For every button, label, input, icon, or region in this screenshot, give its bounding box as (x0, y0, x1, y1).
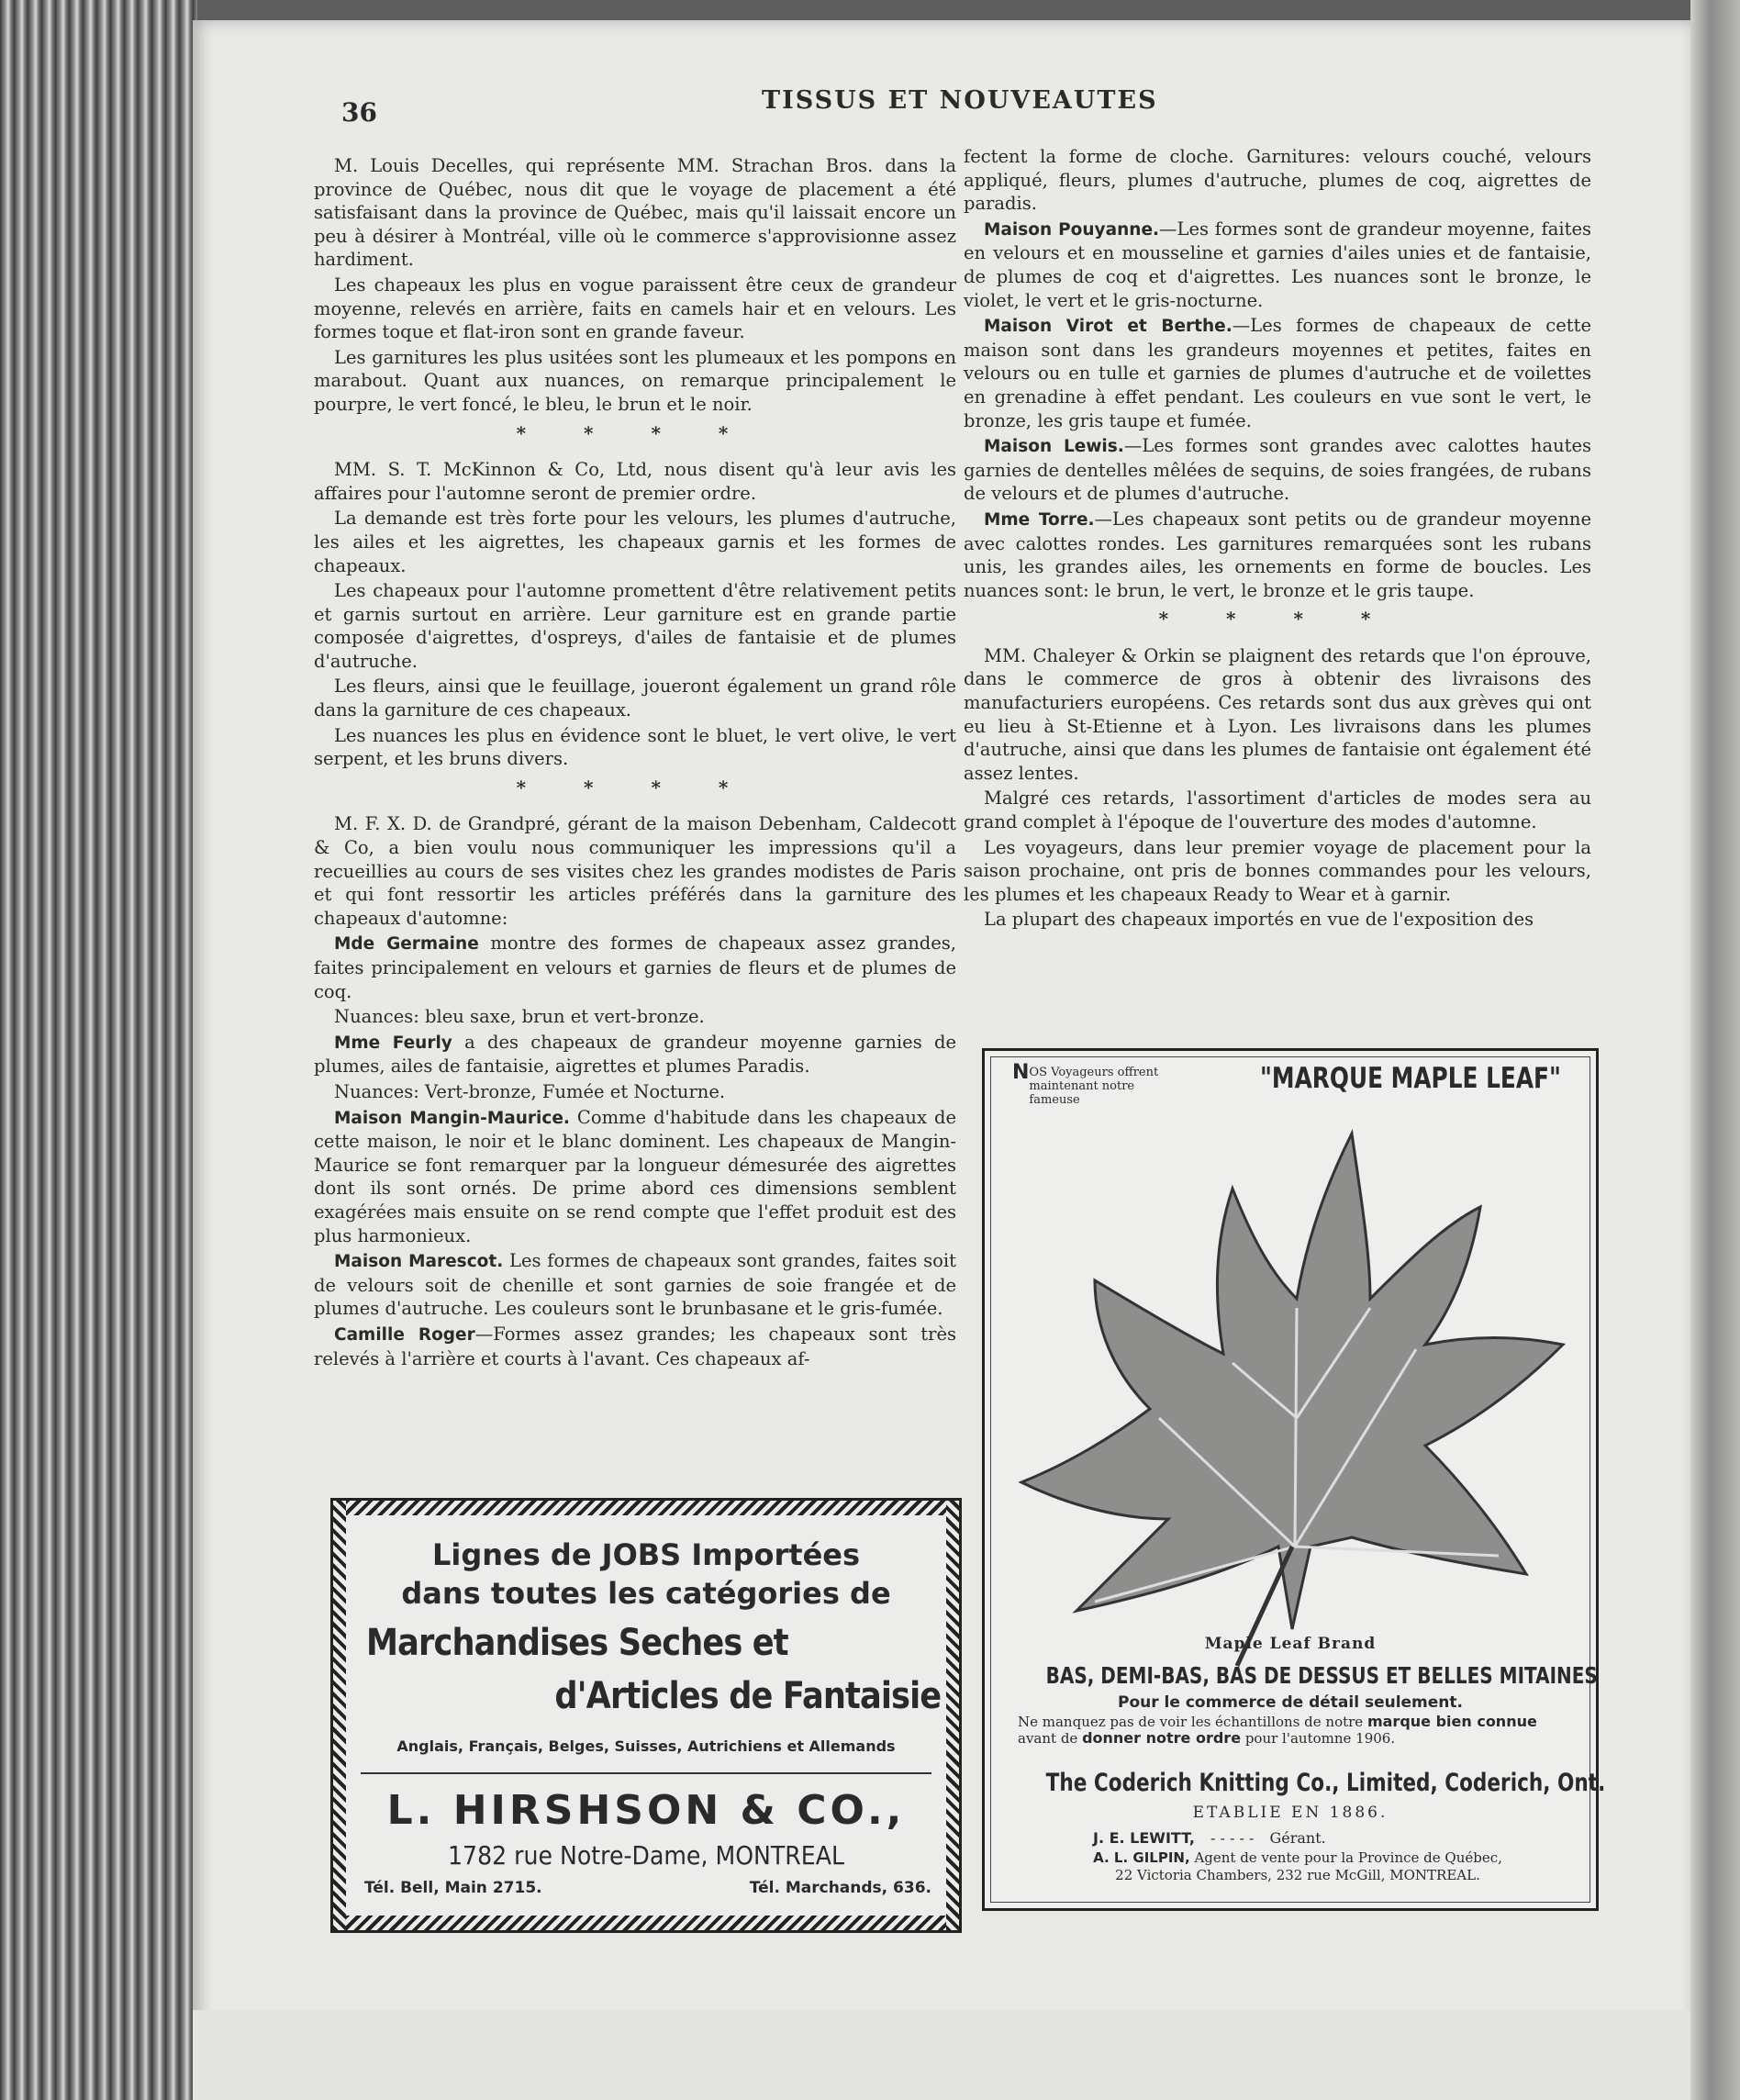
article-paragraph (314, 1249, 956, 1321)
paragraph-text: —Les formes de chapeaux de cette maison sont dans les grandeurs moyennes et petites, faites en velours ou en tulle et garnies de plumes d'autruche et de voilettes en grenadine à effet pendant. Les couleurs en vue sont le vert, le bronze, les gris taupe et fumée. (964, 315, 1591, 431)
paragraph-text: a des chapeaux de grandeur moyenne garnies de plumes, ailes de fantaisie, aigrettes et plumes Paradis. (314, 1031, 956, 1078)
section-separator: * * * * (1158, 608, 1397, 631)
rope-border-top (333, 1501, 959, 1515)
article-paragraph (964, 314, 1591, 432)
agent-address: 22 Victoria Chambers, 232 rue McGill, MONTREAL. (1115, 1867, 1480, 1883)
article-paragraph (314, 579, 956, 673)
drop-cap: N (1012, 1061, 1030, 1084)
ad-products: BAS, DEMI-BAS, BAS DE DESSUS ET BELLES MITAINES (1045, 1662, 1598, 1689)
ad-established: ETABLIE EN 1886. (1192, 1804, 1389, 1822)
notice-part: avant de (1018, 1730, 1083, 1747)
ad-headline-2: dans toutes les catégories de (401, 1576, 891, 1611)
article-paragraph (314, 812, 956, 930)
article-paragraph (964, 508, 1591, 602)
paragraph-text: —Les chapeaux sont petits ou de grandeur moyenne avec calottes rondes. Les garnitures remarquées sont les rubans unis, les grandes ailes, les ornements en forme de boucles. Les nuances sont: le brun, le vert, le bronze et le gris taupe. (964, 508, 1592, 601)
paragraph-text: Les voyageurs, dans leur premier voyage de placement pour la saison prochaine, ont pris de bonnes commandes pour les velours, les plumes et les chapeaux Ready to Wear et à garnir. (964, 836, 1591, 905)
advertisement-hirshson (330, 1498, 962, 1933)
ad-divider (361, 1772, 931, 1774)
manager-role: Gérant. (1269, 1829, 1326, 1847)
paragraph-text: —Formes assez grandes; les chapeaux sont très relevés à l'arrière et courts à l'avant. Ces chapeaux af- (314, 1323, 956, 1369)
article-paragraph (314, 724, 956, 771)
paragraph-lead: Mme Feurly (334, 1033, 452, 1053)
ad-manager (1093, 1829, 1326, 1847)
article-paragraph (964, 644, 1591, 786)
article-paragraph (964, 908, 1591, 932)
article-paragraph (314, 1323, 956, 1370)
article-paragraph (964, 787, 1591, 833)
paragraph-text: Les nuances les plus en évidence sont le bluet, le vert olive, le vert serpent, et les bruns divers. (314, 724, 956, 770)
paragraph-lead: Maison Pouyanne. (984, 219, 1160, 240)
article-paragraph (314, 1080, 956, 1104)
ad-retail-note: Pour le commerce de détail seulement. (1118, 1693, 1463, 1712)
paragraph-text: La plupart des chapeaux importés en vue de l'exposition des (984, 909, 1534, 931)
notice-bold: donner notre ordre (1082, 1729, 1242, 1747)
article-paragraph (964, 218, 1591, 312)
ad-company-name: L. HIRSHSON & CO., (386, 1787, 906, 1834)
article-paragraph (964, 434, 1591, 506)
paragraph-text: M. Louis Decelles, qui représente MM. Strachan Bros. dans la province de Québec, nous dit que le voyage de placement a été satisfaisant dans la province de Québec, mais qu'il laissait encore un peu à désirer à Montréal, ville où le commerce s'approvisionne assez hardiment. (314, 155, 956, 271)
article-paragraph (314, 458, 956, 505)
page-header-title: TISSUS ET NOUVEAUTES (762, 86, 1158, 115)
article-column-right (964, 145, 1591, 933)
agent-name: A. L. GILPIN, (1093, 1849, 1190, 1866)
article-paragraph (314, 675, 956, 721)
ad-origins: Anglais, Français, Belges, Suisses, Autrichiens et Allemands (396, 1737, 896, 1755)
rope-border-bottom (333, 1916, 959, 1930)
paragraph-text: Les formes de chapeaux sont grandes, faites soit de velours soit de chenille et sont garnies de soie frangée et de plumes d'autruche. Les couleurs sont le brunbasane et le gris-fumée. (314, 1250, 956, 1320)
paragraph-text: —Les formes sont de grandeur moyenne, faites en velours et en mousseline et garnies d'ailes unies et de fantaisie, de plumes de coq et d'aigrettes. Les nuances sont le bronze, le violet, le vert et le gris-nocturne. (964, 218, 1592, 311)
paragraph-text: fectent la forme de cloche. Garnitures: velours couché, velours appliqué, fleurs, plumes d'autruche, plumes de coq, aigrettes de paradis. (964, 146, 1591, 215)
section-separator: * * * * (516, 421, 754, 444)
paragraph-text: La demande est très forte pour les velours, les plumes d'autruche, les ailes et les aigrettes, les chapeaux garnis et les formes de chapeaux. (314, 508, 956, 576)
article-paragraph (964, 836, 1591, 907)
paragraph-text: MM. Chaleyer & Orkin se plaignent des retards que l'on éprouve, dans le commerce de gros à obtenir des livraisons des manufacturiers européens. Ces retards sont dus aux grèves qui ont eu lieu à St-Etienne et à Lyon. Les livraisons dans les plumes d'autruche, ainsi que dans les plumes de fantaisie ont également été assez lentes. (964, 644, 1591, 784)
article-paragraph (964, 145, 1591, 216)
ad-tel-bell: Tél. Bell, Main 2715. (364, 1879, 542, 1897)
article-paragraph (314, 154, 956, 272)
manager-dots: - - - - - (1210, 1829, 1255, 1847)
paragraph-text: MM. S. T. McKinnon & Co, Ltd, nous disent qu'à leur avis les affaires pour l'automne seront de premier ordre. (314, 459, 956, 504)
advertisement-maple-leaf (982, 1048, 1606, 1911)
book-page-edges (0, 0, 197, 2100)
manager-name: J. E. LEWITT, (1093, 1829, 1195, 1847)
paragraph-lead: Maison Marescot. (334, 1252, 504, 1272)
paragraph-lead: Maison Mangin-Maurice. (334, 1108, 570, 1128)
section-separator: * * * * (516, 776, 754, 799)
paragraph-text: Les chapeaux les plus en vogue paraissent être ceux de grandeur moyenne, relevés en arrière, faits en camels hair et en velours. Les formes toque et flat-iron sont en grande faveur. (314, 274, 956, 343)
ad-leaf-caption: Maple Leaf Brand (1204, 1635, 1377, 1653)
article-paragraph (314, 274, 956, 344)
article-paragraph (314, 1031, 956, 1078)
paragraph-text: Comme d'habitude dans les chapeaux de cette maison, le noir et le blanc dominent. Les chapeaux de Mangin-Maurice se font remarquer par la longueur démesurée des aigrettes dont ils sont ornés. De prime abord ces dimensions semblent exagérées mais ensuite on se rend compte que l'effet produit est des plus harmonieux. (314, 1106, 956, 1246)
article-column-left (314, 154, 956, 1372)
article-paragraph (314, 346, 956, 417)
ad-intro (1012, 1061, 1185, 1107)
paragraph-text: —Les formes sont grandes avec calottes hautes garnies de dentelles mêlées de sequins, de soies frangées, de rubans de velours et de plumes d'autruche. (964, 435, 1592, 505)
ad-tel-marchands: Tél. Marchands, 636. (749, 1879, 931, 1897)
notice-part: pour l'automne 1906. (1241, 1730, 1396, 1747)
ad-big-text-1: Marchandises Seches et (366, 1622, 788, 1664)
page-number: 36 (341, 97, 377, 128)
ad-intro-text: OS Voyageurs offrent maintenant notre fameuse (1029, 1066, 1159, 1107)
paragraph-lead: Mde Germaine (334, 934, 479, 955)
paragraph-text: Les chapeaux pour l'automne promettent d'être relativement petits et garnis surtout en arrière. Leur garniture est en grande partie composée d'aigrettes, d'ospreys, d'ailes de fantaisie et de plumes d'autruche. (314, 580, 956, 672)
notice-part: Ne manquez pas de voir les échantillons de notre (1018, 1714, 1367, 1730)
paragraph-text: Les garnitures les plus usitées sont les plumeaux et les pompons en marabout. Quant aux nuances, on remarque principalement le pourpre, le vert foncé, le bleu, le brun et le noir. (314, 346, 956, 415)
paragraph-lead: Mme Torre. (984, 509, 1095, 530)
paragraph-text: Malgré ces retards, l'assortiment d'articles de modes sera au grand complet à l'époque de l'ouverture des modes d'automne. (964, 788, 1591, 833)
agent-text: Agent de vente pour la Province de Québec, (1189, 1849, 1502, 1866)
article-paragraph (314, 507, 956, 577)
article-paragraph (314, 1106, 956, 1248)
article-paragraph (314, 932, 956, 1003)
paragraph-lead: Maison Lewis. (984, 437, 1124, 457)
maple-leaf-illustration (1003, 1115, 1581, 1684)
ad-brand-title: "MARQUE MAPLE LEAF" (1260, 1062, 1561, 1095)
article-paragraph (314, 1005, 956, 1029)
page-bottom-margin (193, 2010, 1690, 2100)
paragraph-text: Les fleurs, ainsi que le feuillage, joueront également un grand rôle dans la garniture de ces chapeaux. (314, 676, 956, 721)
ad-company: The Coderich Knitting Co., Limited, Coderich, Ont. (1045, 1769, 1606, 1797)
book-right-edge (1690, 0, 1740, 2100)
ad-address: 1782 rue Notre-Dame, MONTREAL (448, 1840, 844, 1871)
notice-bold: marque bien connue (1366, 1713, 1537, 1730)
paragraph-text: M. F. X. D. de Grandpré, gérant de la maison Debenham, Caldecott & Co, a bien voulu nous communiquer les impressions qu'il a recueillies au cours de ses visites chez les grandes modistes de Paris et qui font ressortir les articles préférés dans la garniture des chapeaux d'automne: (314, 813, 956, 929)
paragraph-text: Nuances: Vert-bronze, Fumée et Nocturne. (334, 1080, 726, 1102)
ad-headline-1: Lignes de JOBS Importées (431, 1537, 861, 1572)
paragraph-text: montre des formes de chapeaux assez grandes, faites principalement en velours et garnies de fleurs et de plumes de coq. (314, 933, 956, 1002)
ad-notice (1018, 1714, 1574, 1747)
paragraph-lead: Camille Roger (334, 1324, 475, 1345)
paragraph-text: Nuances: bleu saxe, brun et vert-bronze. (334, 1006, 705, 1028)
paragraph-lead: Maison Virot et Berthe. (984, 317, 1232, 337)
ad-agent (1018, 1849, 1578, 1884)
ad-big-text-2: d'Articles de Fantaisie (554, 1675, 941, 1717)
